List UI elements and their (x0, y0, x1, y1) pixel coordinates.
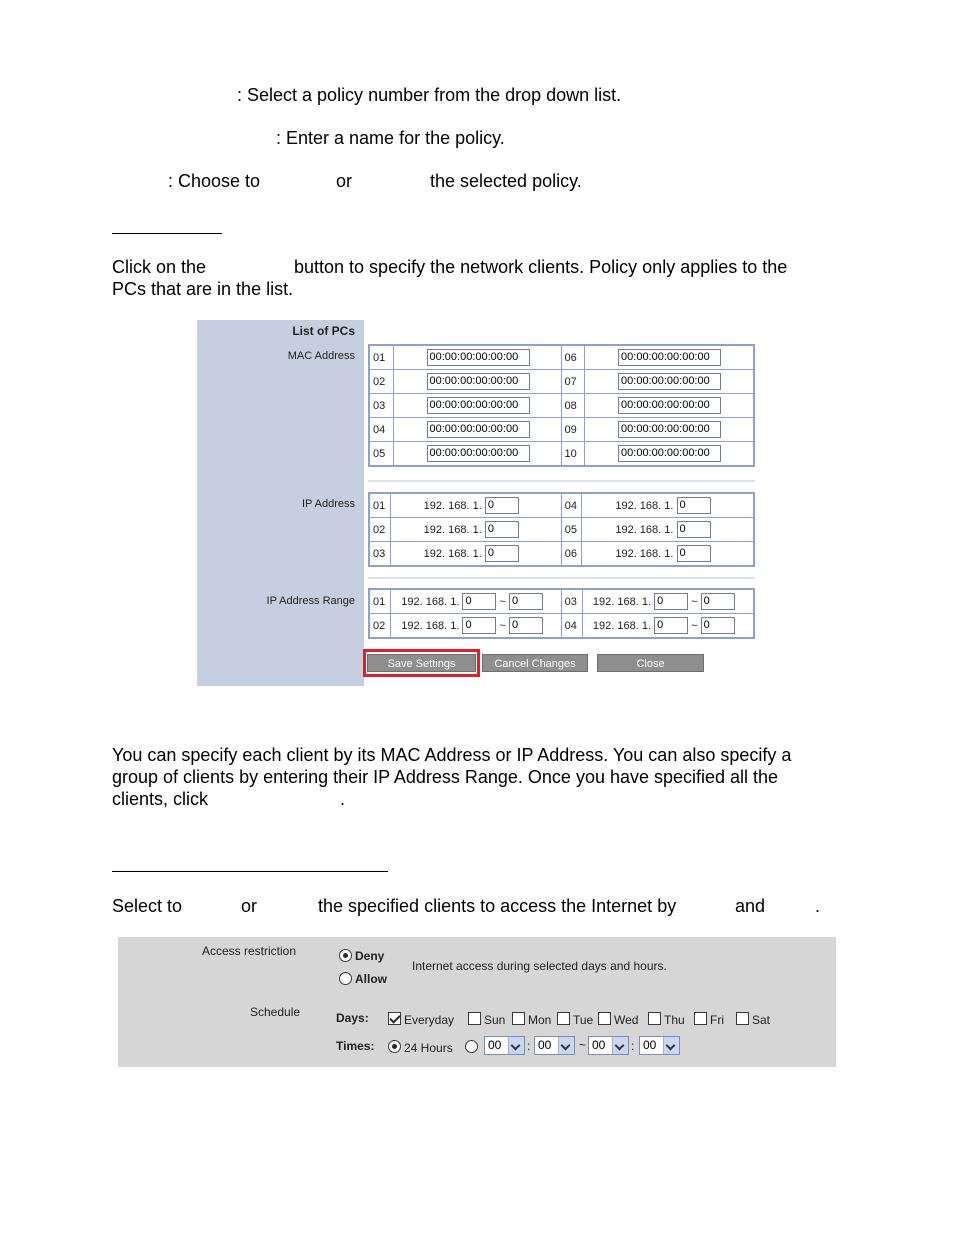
range-end-input[interactable] (509, 617, 543, 634)
policy-name-text: : Enter a name for the policy. (276, 128, 505, 148)
start-minute-value: 00 (538, 1038, 552, 1052)
ip-octet-input[interactable] (485, 521, 519, 538)
fri-checkbox[interactable] (694, 1012, 707, 1025)
day-label-sat: Sat (752, 1013, 771, 1027)
list-of-pcs-title: List of PCs (292, 324, 355, 338)
save-button-highlight (363, 649, 480, 677)
start-minute-select[interactable] (534, 1036, 575, 1055)
end-minute-value: 00 (643, 1038, 657, 1052)
range-start-input[interactable] (462, 617, 496, 634)
row-number: 07 (561, 370, 585, 394)
ip-prefix: 192. 168. 1. (592, 619, 652, 632)
table-row (369, 345, 754, 370)
mac-address-input[interactable] (618, 445, 721, 462)
start-hour-select[interactable] (484, 1036, 525, 1055)
ip-prefix: 192. 168. 1. (423, 499, 482, 512)
table-row (369, 418, 754, 442)
mac-address-table (368, 344, 755, 467)
save-settings-button[interactable]: Save Settings (367, 654, 476, 672)
para3-text-e: . (815, 896, 821, 916)
time-colon: : (631, 1039, 635, 1053)
24-hours-radio[interactable] (388, 1040, 401, 1053)
row-number: 04 (369, 418, 393, 442)
para3-text-d: and (735, 896, 766, 916)
row-number: 08 (561, 394, 585, 418)
table-row (369, 542, 754, 567)
heading-underline-2 (112, 871, 388, 872)
para3-text-a: Select to (112, 896, 183, 916)
row-number: 01 (369, 589, 391, 614)
mac-address-label: MAC Address (287, 350, 355, 362)
table-row (369, 518, 754, 542)
day-label-tue: Tue (573, 1013, 594, 1027)
mac-address-input[interactable] (427, 349, 530, 366)
row-number: 06 (561, 542, 582, 567)
ip-address-table (368, 492, 755, 567)
table-row (369, 589, 754, 614)
mac-address-input[interactable] (618, 397, 721, 414)
day-label-mon: Mon (528, 1013, 552, 1027)
ip-prefix: 192. 168. 1. (615, 523, 674, 536)
mac-address-input[interactable] (427, 397, 530, 414)
mac-address-input[interactable] (618, 349, 721, 366)
row-number: 02 (369, 614, 391, 639)
list-of-pcs-screenshot (197, 320, 759, 686)
status-text-c: the selected policy. (430, 171, 582, 191)
ip-prefix: 192. 168. 1. (423, 523, 482, 536)
access-restriction-label: Access restriction (202, 944, 297, 958)
row-number: 05 (561, 518, 582, 542)
ip-prefix: 192. 168. 1. (401, 619, 460, 632)
day-label-sun: Sun (484, 1013, 506, 1027)
range-end-input[interactable] (701, 593, 735, 610)
status-text-b: or (336, 171, 353, 191)
row-number: 10 (561, 442, 585, 467)
end-hour-value: 00 (592, 1038, 606, 1052)
range-tilde: ~ (691, 619, 698, 632)
para1-text-a: Click on the (112, 257, 207, 277)
cancel-changes-button[interactable]: Cancel Changes (482, 654, 588, 672)
range-tilde: ~ (499, 595, 506, 608)
start-hour-value: 00 (488, 1038, 502, 1052)
chevron-down-icon (508, 1037, 524, 1054)
para2-line2: group of clients by entering their IP Address Range. Once you have specified all the (112, 767, 779, 787)
thu-checkbox[interactable] (648, 1012, 661, 1025)
table-row (369, 370, 754, 394)
access-restriction-screenshot (118, 937, 836, 1067)
row-number: 06 (561, 345, 585, 370)
mac-address-input[interactable] (618, 421, 721, 438)
ip-prefix: 192. 168. 1. (423, 547, 482, 560)
para1-text-b: button to specify the network clients. Policy only applies to the (294, 257, 788, 277)
sat-checkbox[interactable] (736, 1012, 749, 1025)
range-start-input[interactable] (654, 617, 688, 634)
row-number: 01 (369, 493, 390, 518)
table-row (369, 493, 754, 518)
access-description: Internet access during selected days and hours. (412, 959, 667, 973)
end-minute-select[interactable] (639, 1036, 680, 1055)
para1-text-c: PCs that are in the list. (112, 279, 294, 299)
ip-address-label: IP Address (302, 498, 355, 510)
row-number: 05 (369, 442, 393, 467)
row-number: 04 (561, 614, 582, 639)
table-row (369, 614, 754, 639)
allow-label: Allow (355, 972, 387, 986)
table-row (369, 394, 754, 418)
times-label: Times: (336, 1039, 375, 1053)
time-tilde: ~ (579, 1038, 587, 1052)
ip-address-range-label: IP Address Range (266, 595, 355, 607)
ip-octet-input[interactable] (677, 521, 711, 538)
day-label-fri: Fri (710, 1013, 724, 1027)
row-number: 04 (561, 493, 582, 518)
row-number: 03 (369, 394, 393, 418)
day-label-thu: Thu (664, 1013, 685, 1027)
schedule-label: Schedule (250, 1005, 301, 1019)
para2-line3-b: . (340, 789, 346, 809)
end-hour-select[interactable] (588, 1036, 629, 1055)
para3-text-c: the specified clients to access the Internet by (318, 896, 677, 916)
section-divider (368, 480, 755, 482)
ip-octet-input[interactable] (677, 545, 711, 562)
range-tilde: ~ (499, 619, 506, 632)
chevron-down-icon (558, 1037, 574, 1054)
ip-range-table (368, 588, 755, 639)
deny-radio[interactable] (339, 949, 352, 962)
range-start-input[interactable] (462, 593, 496, 610)
heading-underline-1 (112, 233, 222, 234)
row-number: 03 (369, 542, 390, 567)
chevron-down-icon (663, 1037, 679, 1054)
status-text-a: : Choose to (168, 171, 261, 191)
ip-octet-input[interactable] (677, 497, 711, 514)
range-start-input[interactable] (654, 593, 688, 610)
wed-checkbox[interactable] (598, 1012, 611, 1025)
time-colon: : (527, 1039, 531, 1053)
row-number: 01 (369, 345, 393, 370)
range-end-input[interactable] (509, 593, 543, 610)
row-number: 09 (561, 418, 585, 442)
mon-checkbox[interactable] (512, 1012, 525, 1025)
mac-address-input[interactable] (427, 421, 530, 438)
para2-line3-a: clients, click (112, 789, 209, 809)
tue-checkbox[interactable] (557, 1012, 570, 1025)
ip-octet-input[interactable] (485, 545, 519, 562)
section-divider (368, 577, 755, 579)
policy-number-text: : Select a policy number from the drop down list. (237, 85, 622, 105)
sun-checkbox[interactable] (468, 1012, 481, 1025)
chevron-down-icon (612, 1037, 628, 1054)
range-end-input[interactable] (701, 617, 735, 634)
everyday-checkbox[interactable] (388, 1012, 401, 1025)
24-hours-label: 24 Hours (404, 1041, 453, 1055)
ip-prefix: 192. 168. 1. (592, 595, 652, 608)
para3-text-b: or (241, 896, 258, 916)
mac-address-input[interactable] (618, 373, 721, 390)
table-row (369, 442, 754, 467)
row-number: 02 (369, 518, 390, 542)
row-number: 02 (369, 370, 393, 394)
mac-address-input[interactable] (427, 445, 530, 462)
mac-address-input[interactable] (427, 373, 530, 390)
close-button[interactable]: Close (597, 654, 704, 672)
ip-prefix: 192. 168. 1. (401, 595, 460, 608)
deny-label: Deny (355, 949, 385, 963)
ip-octet-input[interactable] (485, 497, 519, 514)
day-label-wed: Wed (614, 1013, 639, 1027)
allow-radio[interactable] (339, 972, 352, 985)
ip-prefix: 192. 168. 1. (615, 499, 674, 512)
row-number: 03 (561, 589, 582, 614)
range-tilde: ~ (691, 595, 698, 608)
days-label: Days: (336, 1011, 369, 1025)
para2-line1: You can specify each client by its MAC Address or IP Address. You can also specify a (112, 745, 792, 765)
day-label-everyday: Everyday (404, 1013, 455, 1027)
ip-prefix: 192. 168. 1. (615, 547, 674, 560)
custom-time-radio[interactable] (465, 1040, 478, 1053)
